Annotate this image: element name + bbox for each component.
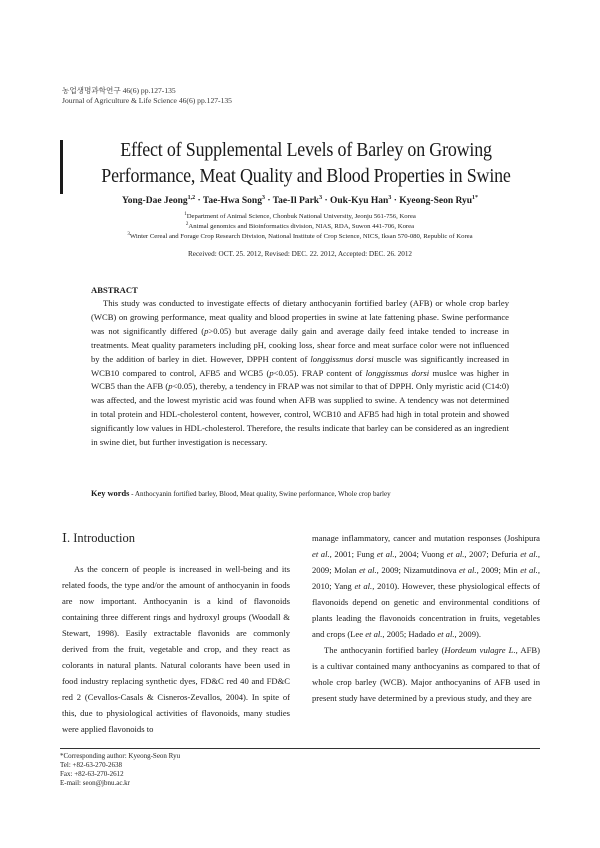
footnote-email: E-mail: seon@jbnu.ac.kr [60,779,131,787]
keywords-label: Key words [91,489,130,498]
affiliation-1: $^1$Department of Animal Science, Chonbuk National University, Jeonju 561-756, Korea [184,212,416,221]
footnote-fax: Fax: +82-63-270-2612 [60,770,124,778]
affiliation-3: $^3$Winter Cereal and Forage Crop Research Division, National Institute of Crop Science, NICS, Iksan 570-080, Republic of Korea [127,232,473,241]
intro-left-column: As the concern of people is increased in well-being and its related foods, the type and/or the amount of anthocyanin in foods are now important. Anthocyanin is a kind of flavonoids containing three different rings and hydroxyl groups (Woodall & Stewart, 1998). Easily extractable flavonids are commonly derived from the fruit, vegetable and crop, and they react as colorants in natural plants. Natural colorants have been used in food industry replacing synthetic dyes, FD&C red 40 and FD&C red 2 (Cevallos-Casals & Cisneros-Zevallos, 2004). In spite of this, due to physiological activities of flavonoids, many studies were applied flavonoids to [62,564,290,734]
footnote-tel: Tel: +82-63-270-2638 [60,761,122,769]
journal-korean: 농업생명과학연구 46(6) pp.127-135 [62,86,176,95]
author-list: Yong-Dae Jeong$^{1,2}$ · Tae-Hwa Song$^3$ · Tae-Il Park$^3$ · Ouk-Kyu Han$^3$ · Kyeong-Seon Ryu$^{1*}$ [121,195,479,207]
corresponding-author: *Corresponding author: Kyeong-Seon Ryu [60,752,181,760]
footnote [60,752,180,788]
paper-title [85,138,527,190]
keywords-text: - Anthocyanin fortified barley, Blood, Meat quality, Swine performance, Whole crop barley [129,490,391,498]
title-line-1: Effect of Supplemental Levels of Barley on Growing [120,140,492,161]
received-dates: Received: OCT. 25. 2012, Revised: DEC. 22. 2012, Accepted: DEC. 26. 2012 [187,250,413,258]
title-accent-bar [60,140,63,194]
author-4: Ouk-Kyu Han [330,196,389,207]
intro-right-column [312,530,540,706]
title-line-2: Performance, Meat Quality and Blood Properties in Swine [101,166,511,187]
abstract-heading: ABSTRACT [91,285,138,295]
intro-right-paragraph-1: manage inflammatory, cancer and mutation responses (Joshipura et al., 2001; Fung et al., 2004; Vuong et al., 2007; Defuria et al., 2009; Molan et al., 2009; Nizamutdinova et al., 2009; Min et al., 2010; Yang et al., 2010). However, these physiological effects of flavonoids depend on genetic and environmental conditions of plants leading the flavonoids concentration in fruits, vegetables and crops (Lee et al., 2005; Hadado et al., 2009). [312,533,541,639]
author-1: Yong-Dae Jeong [121,196,188,207]
journal-english: Journal of Agriculture & Life Science 46(6) pp.127-135 [62,96,232,105]
author-3: Tae-Il Park [272,196,320,207]
footnote-divider [60,748,540,749]
keywords [91,489,521,498]
section-heading-introduction: Ⅰ. Introduction [62,531,135,545]
affiliation-2: $^2$Animal genomics and Bioinformatics division, NIAS, RDA, Suwon 441-706, Korea [185,222,415,231]
author-5: Kyeong-Seon Ryu [399,196,473,207]
author-2: Tae-Hwa Song [202,196,262,207]
intro-right-paragraph-2: The anthocyanin fortified barley (Hordeum vulagre L., AFB) is a cultivar contained many anthocyanins as compared to that of whole crop barley (WCB). Major anthocyanins of AFB used in present study have determined by a previous study, and they are [312,645,541,703]
abstract-body: This study was conducted to investigate effects of dietary anthocyanin fortified barley (AFB) or whole crop barley (WCB) on growing performance, meat quality and blood properties in swine at late fattening phase. Swine performance was not significantly differed (p>0.05) but average daily gain and average daily feed intake tended to increase in treatments. Meat quality parameters including pH, cooking loss, shear force and meat surface color were not influenced by the addition of barley in diet. However, DPPH content of longgissmus dorsi muscle was significantly increased in WCB10 compared to control, AFB5 and WCB5 (p<0.05). FRAP content of longgissmus dorsi muslce was higher in WCB5 than the AFB (p<0.05), thereby, a tendency in FRAP was not similar to that of DPPH. Only myristic acid (C14:0) was affected, and the lowest myristic acid was found when AFB was supplied to swine. A tendency was not determined in total protein and HDL-cholesterol content, however, control, WCB10 and AFB5 had high in total protein and showed significantly low values in HDL-cholesterol. Therefore, the results indicate that barley can be considered as an ingredient in swine diet, but further investigation is necessary. [91,298,509,448]
